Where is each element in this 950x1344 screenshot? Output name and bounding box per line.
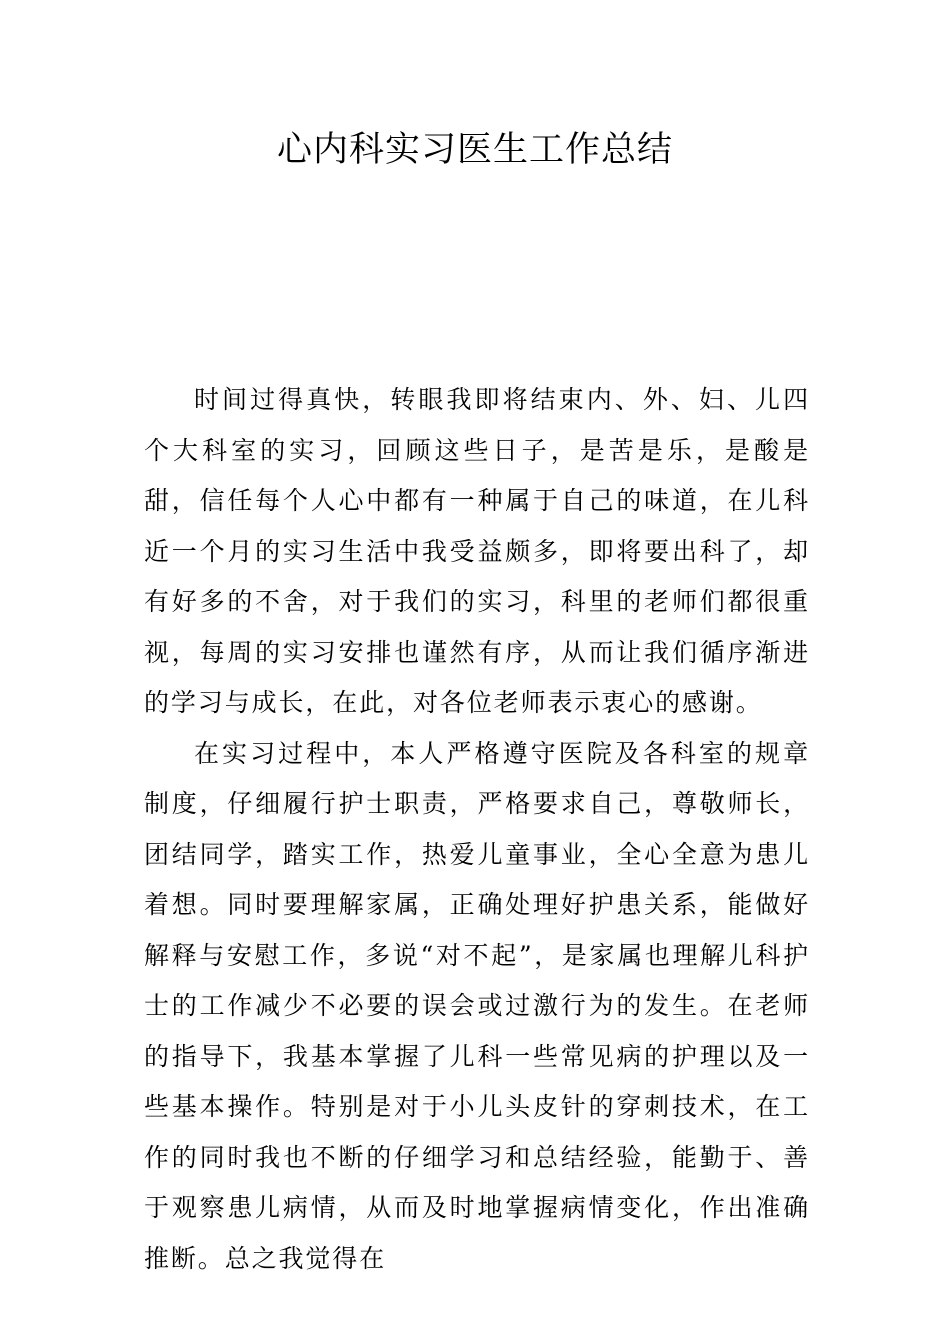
paragraph-2: 在实习过程中，本人严格遵守医院及各科室的规章制度，仔细履行护士职责，严格要求自己，尊敬师长，团结同学，踏实工作，热爱儿童事业，全心全意为患儿着想。同时要理解家属，正确处理好护患关系，能做好解释与安慰工作，多说“对不起”，是家属也理解儿科护士的工作减少不必要的误会或过激行为的发生。在老师的指导下，我基本掌握了儿科一些常见病的护理以及一些基本操作。特别是对于小儿头皮针的穿刺技术，在工作的同时我也不断的仔细学习和总结经验，能勤于、善于观察患儿病情，从而及时地掌握病情变化，作出准确推断。总之我觉得在 [144, 738, 810, 1273]
document-body [144, 375, 810, 1284]
paragraph-1: 时间过得真快，转眼我即将结束内、外、妇、儿四个大科室的实习，回顾这些日子，是苦是乐，是酸是甜，信任每个人心中都有一种属于自己的味道，在儿科近一个月的实习生活中我受益颇多，即将要出科了，却有好多的不舍，对于我们的实习，科里的老师们都很重视，每周的实习安排也谨然有序，从而让我们循序渐进的学习与成长，在此，对各位老师表示衷心的感谢。 [144, 385, 810, 717]
document-title: 心内科实习医生工作总结 [276, 130, 673, 170]
